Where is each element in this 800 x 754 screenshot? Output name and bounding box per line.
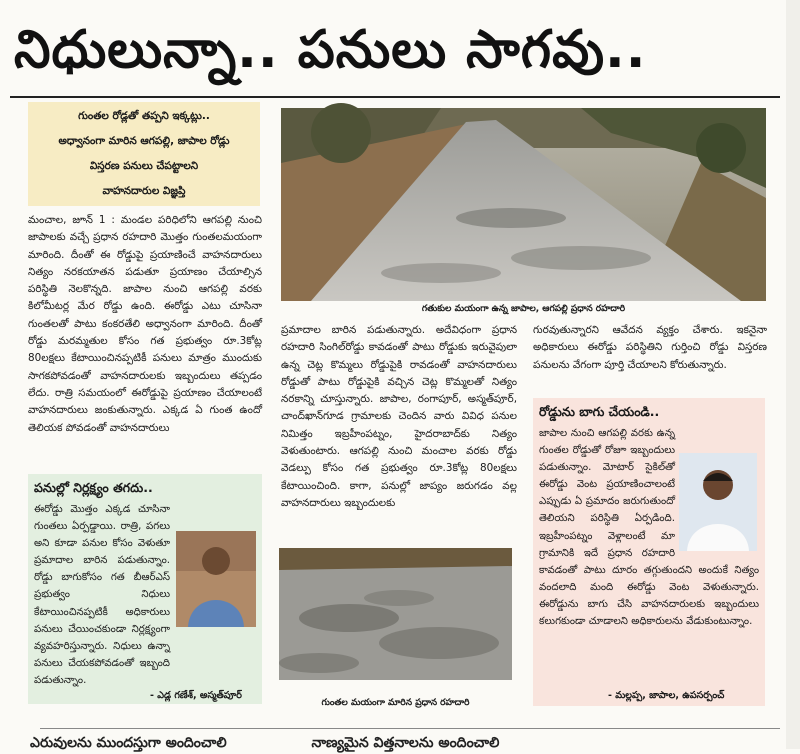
subdeck: [28, 102, 260, 206]
article-column-2: [281, 322, 517, 542]
road-photo-1-image: [281, 108, 766, 301]
quote-box-ganesh-text: ఈరోడ్డు మొత్తం ఎక్కడ చూసినా గుంతలు ఏర్పడ్డాయి. రాత్రి, పగలు అని కూడా పనుల కోసం వెళుతూ ప్రమాదాల బారిన పడుతున్నాం. రోడ్డు బాగుకోసం గత బీఆర్‌ఎస్ ప్రభుత్వం నిధులు కేటాయించినప్పటికీ అధికారులు పనులు చేయించకుండా నిర్లక్ష్యంగా వ్యవహరిస్తున్నారు. నిధులు ఉన్నా పనులు చేయకపోవడంతో ఇబ్బంది పడుతున్నాం.: [34, 504, 170, 686]
ganesh-portrait-image: [176, 531, 256, 627]
road-photo-2-caption: గుంతల మయంగా మారిన ప్రధాన రహదారి: [321, 698, 470, 708]
quote-box-ganesh: [28, 474, 262, 704]
article-column-2-text: ప్రమాదాల బారిన పడుతున్నారు. అదేవిధంగా ప్రధాన రహదారి సింగిల్‌రోడ్డు కావడంతో పాటు రోడ్డుకు ఇరువైపులా ఉన్న చెట్ల కొమ్మలు రోడ్డుపైకి రావడంతో వాహనదారులు రోడ్డుతో పాటు రోడ్డుపైకి వచ్చిన చెట్ల కొమ్మలతో నిత్యం నరకాన్ని చూస్తున్నారు. జాపాల, రంగాపూర్, అస్మత్‌పూర్, చాంద్‌ఖాన్‌గూడ గ్రామాలకు చెందిన వారు వివిధ పనుల నిమిత్తం ఇబ్రహీంపట్నం, హైదరాబాద్‌కు నిత్యం వెళుతుంటారు. ఆగపల్లి నుంచి మంచాల వరకు రోడ్డు వెడల్పు కోసం గత ప్రభుత్వం రూ.3కోట్ల 80లక్షలు కేటాయించింది. కాగా, పనుల్లో జాప్యం జరుగడం వల్ల వాహనదారులు ఇబ్బందులకు: [281, 324, 517, 509]
subdeck-line-4: వాహనదారుల విజ్ఞప్తి: [102, 185, 186, 197]
mallappa-photo: [679, 453, 757, 551]
page-edge: [786, 0, 800, 749]
article-column-1-text: మంచాల, జూన్ 1 : మండల పరిధిలోని ఆగపల్లి నుంచి జాపాలకు వచ్చే ప్రధాన రహదారి మొత్తం గుంతలమయంగా మారింది. దీంతో ఈ రోడ్డుపై ప్రయాణించే వాహనదారులు నిత్యం నరకయాతన పడుతూ ప్రయాణం చేయాల్సిన పరిస్థితి నెలకొన్నది. జాపాల నుంచి ఆగపల్లి వరకు కిలోమీటర్ల మేర రోడ్డు ఉంది. ఈరోడ్డు ఎటు చూసినా గుంతలతో పాటు కంకరతేలి అధ్వానంగా మారింది. దీంతో రోడ్డు మరమ్మతుల కోసం గత ప్రభుత్వం రూ.3కోట్ల 80లక్షలు కేటాయించినప్పటికీ పనులు మాత్రం ముందుకు సాగకపోవడంతో వాహనదారులకు ఇబ్బందులు తప్పడం లేదు. రాత్రి సమయంలో ఈరోడ్డుపై ప్రయాణం చేయాలంటే వాహనదారులు జంకుతున్నారు. ఎక్కడ ఏ గుంత ఉందో తెలియక పోవడంతో వాహనదారులు: [28, 214, 262, 434]
next-article-headline-2: నాణ్యమైన విత్తనాలను అందించాలి: [311, 735, 500, 751]
quote-box-mallappa-name: - మల్లప్ప, జాపాల, ఉపసర్పంచ్: [608, 690, 725, 701]
road-photo-1-caption: గతుకుల మయంగా ఉన్న జాపాల, ఆగపల్లి ప్రధాన రహదారి: [421, 304, 626, 314]
subdeck-line-1: గుంతల రోడ్లతో తప్పని ఇక్కట్లు..: [78, 110, 210, 122]
article-column-1: [28, 212, 262, 468]
bottom-rule: [40, 728, 780, 729]
road-photo-1: [281, 108, 766, 301]
subdeck-line-3: విస్తరణ పనులు చేపట్టాలని: [89, 160, 199, 172]
road-photo-2: [279, 548, 512, 680]
quote-box-mallappa-text: జాపాల నుంచి ఆగపల్లి వరకు ఉన్న గుంతల రోడ్డుతో రోజూ ఇబ్బందులు పడుతున్నాం. మోటార్ సైకిల్‌తో ఈరోడ్డు వెంట ప్రయాణించాలంటే ఎప్పుడు ఏ ప్రమాదం జరుగుతుందో తెలియని పరిస్థితి ఏర్పడింది. ఇబ్రహీంపట్నం వెళ్లాలంటే మా గ్రామానికి ఇదే ప్రధాన రహదారి కావడంతో పాటు దూరం తగ్గుతుందని అందుకే నిత్యం వందలాది మంది ఈరోడ్డు వెంట వెళుతున్నారు. ఈరోడ్డును బాగు చేసి వాహనదారులకు ఇబ్బందులు కలుగకుండా చూడాలని అధికారులను వేడుకుంటున్నాం.: [539, 428, 759, 628]
quote-box-mallappa: [533, 398, 765, 706]
headline: నిధులున్నా.. పనులు సాగవు..: [14, 20, 647, 80]
next-article-headline-1: ఎరువులను ముందస్తుగా అందించాలి: [30, 735, 227, 751]
quote-box-ganesh-title: పనుల్లో నిర్లక్ష్యం తగదు..: [34, 480, 153, 495]
next-article-strip: [30, 735, 790, 751]
headline-rule: [10, 96, 780, 98]
article-column-3: [533, 322, 767, 394]
quote-box-ganesh-name: - ఎడ్ల గణేశ్, అస్మత్‌పూర్: [150, 690, 242, 701]
subdeck-line-2: అధ్వానంగా మారిన ఆగపల్లి, జాపాల రోడ్లు: [58, 135, 230, 147]
mallappa-portrait-image: [679, 453, 757, 551]
article-column-3-text: గురవుతున్నారని ఆవేదన వ్యక్తం చేశారు. ఇకనైనా అధికారులు ఈరోడ్డు పరిస్థితిని గుర్తించి రోడ్డు విస్తరణ పనులను వేగంగా పూర్తి చేయాలని కోరుతున్నారు.: [533, 324, 767, 371]
quote-box-ganesh-text-wrap: [34, 501, 170, 686]
quote-box-mallappa-title: రోడ్డును బాగు చేయండి..: [539, 404, 660, 419]
road-photo-2-image: [279, 548, 512, 680]
ganesh-photo: [176, 531, 256, 627]
